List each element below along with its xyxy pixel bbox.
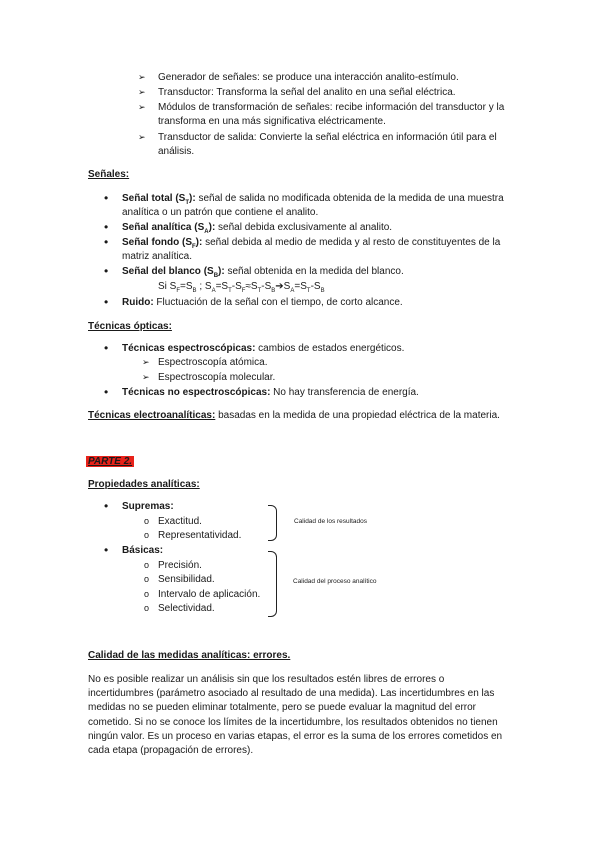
basicas-brace: [268, 551, 277, 617]
circle-bullet-icon: o: [144, 589, 150, 599]
basica-item: Sensibilidad.: [158, 574, 215, 585]
circle-bullet-icon: o: [144, 516, 150, 526]
arrow-bullet-icon: ➢: [142, 372, 150, 382]
tecnicas-espectroscopicas: Técnicas espectroscópicas: cambios de estados energéticos.: [122, 343, 405, 354]
arrow-bullet-icon: ➢: [138, 132, 146, 142]
basica-item: Intervalo de aplicación.: [158, 589, 261, 600]
calidad-heading: Calidad de las medidas analíticas: errores.: [88, 650, 291, 661]
tecnicas-electroanaliticas: Técnicas electroanalíticas: basadas en la medida de una propiedad eléctrica de la materia.: [88, 410, 500, 421]
senal-fondo: Señal fondo $(S_F)$: señal debida al medio de medida y al resto de constituyentes de la: [122, 237, 501, 250]
intro-item: Transductor de salida: Convierte la señal eléctrica en información útil para el: [158, 132, 497, 143]
suprema-item: Representatividad.: [158, 530, 242, 541]
circle-bullet-icon: o: [144, 603, 150, 613]
intro-item: Generador de señales: se produce una interacción analito-estímulo.: [158, 72, 459, 83]
paragraph-line: incertidumbres (parámetro asociado al resultado de una medida). Las incertidumbres en las: [88, 688, 495, 699]
suprema-item: Exactitud.: [158, 516, 202, 527]
supremas-brace: [268, 505, 277, 541]
senal-blanco: Señal del blanco $(S_B)$: señal obtenida en la medida del blanco.: [122, 266, 404, 279]
ruido: Ruido: Fluctuación de la señal con el tiempo, de corto alcance.: [122, 297, 403, 308]
senal-fondo-cont: matriz analítica.: [122, 251, 193, 262]
opticas-heading: Técnicas ópticas:: [88, 321, 172, 332]
basica-item: Precisión.: [158, 560, 202, 571]
bullet-icon: •: [104, 499, 109, 513]
senales-heading: Señales:: [88, 169, 130, 180]
tecnicas-no-espectroscopicas: Técnicas no espectroscópicas: No hay transferencia de energía.: [122, 387, 419, 398]
circle-bullet-icon: o: [144, 560, 150, 570]
propiedades-heading: Propiedades analíticas:: [88, 479, 200, 490]
espectro-sub-item: Espectroscopía atómica.: [158, 357, 268, 368]
supremas-label: Supremas:: [122, 501, 174, 512]
senales-formula: Si $S_F=S_B$ ; $S_A=S_T-S_F\approx S_T-S_B➔S_A=S_T-S_B$: [158, 281, 325, 294]
circle-bullet-icon: o: [144, 530, 150, 540]
paragraph-line: cometido. Si no se conoce los límites de la incertidumbre, los resultados obtenidos no tienen: [88, 717, 498, 728]
intro-item-cont: análisis.: [158, 146, 195, 157]
arrow-bullet-icon: ➢: [138, 87, 146, 97]
senal-total-cont: analítica o un patrón que contiene el analito.: [122, 207, 319, 218]
supremas-note: Calidad de los resultados: [294, 518, 367, 525]
paragraph-line: cada etapa (propagación de errores).: [88, 745, 254, 756]
senal-analitica: Señal analítica $(S_A)$: señal debida exclusivamente al analito.: [122, 222, 393, 235]
arrow-bullet-icon: ➢: [138, 102, 146, 112]
basica-item: Selectividad.: [158, 603, 215, 614]
bullet-icon: •: [104, 341, 109, 355]
parte-label: PARTE 2.: [88, 456, 133, 467]
bullet-icon: •: [104, 295, 109, 309]
intro-item: Módulos de transformación de señales: recibe información del transductor y la: [158, 102, 505, 113]
bullet-icon: •: [104, 220, 109, 234]
paragraph-line: ningún valor. Es un proceso en varias etapas, el error es la suma de los errores cometidos en: [88, 731, 503, 742]
bullet-icon: •: [104, 264, 109, 278]
intro-item-cont: transforma en una más significativa eléctricamente.: [158, 116, 386, 127]
paragraph-line: No es posible realizar un análisis sin que los resultados estén libres de errores o: [88, 674, 445, 685]
bullet-icon: •: [104, 543, 109, 557]
bullet-icon: •: [104, 235, 109, 249]
basicas-note: Calidad del proceso analítico: [293, 578, 377, 585]
arrow-bullet-icon: ➢: [142, 357, 150, 367]
bullet-icon: •: [104, 191, 109, 205]
senal-total: Señal total $(S_T)$: señal de salida no modificada obtenida de la medida de una muestra: [122, 193, 504, 206]
circle-bullet-icon: o: [144, 574, 150, 584]
paragraph-line: medidas no se pueden eliminar totalmente, pero se puede evaluar la magnitud del error: [88, 702, 477, 713]
basicas-label: Básicas:: [122, 545, 164, 556]
intro-item: Transductor: Transforma la señal del analito en una señal eléctrica.: [158, 87, 456, 98]
arrow-bullet-icon: ➢: [138, 72, 146, 82]
bullet-icon: •: [104, 385, 109, 399]
espectro-sub-item: Espectroscopía molecular.: [158, 372, 276, 383]
